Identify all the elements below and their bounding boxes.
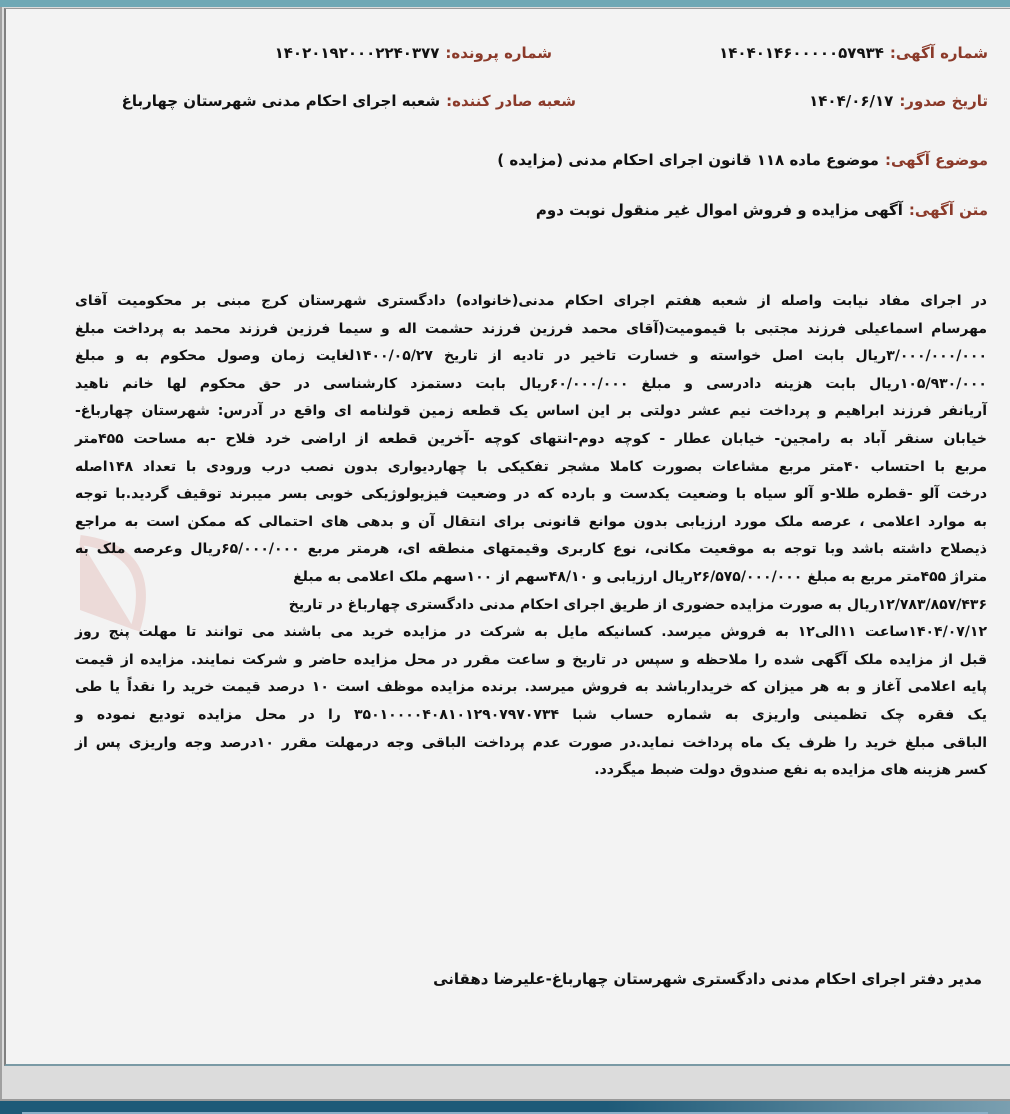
body-line: درخت آلو -قطره طلا-و آلو سیاه با وضعیت یکدست و بارده که در وضعیت فیزیولوژیکی خوبی بسر میبرند توقیف گردید.با توجه [75, 486, 987, 503]
issue-date-value: ۱۴۰۴/۰۶/۱۷ [809, 92, 894, 110]
subject-label: موضوع آگهی: [884, 151, 988, 169]
issue-date-field [809, 92, 988, 110]
notice-body [75, 288, 987, 785]
body-line: ذیصلاح داشته باشد وبا توجه به موقعیت مکانی، نوع کاربری وقیمتهای منطقه ای، هرمتر مربع ۶۵/۰۰۰/۰۰۰ریال وعرصه ملک به [75, 541, 987, 558]
body-line: الباقی مبلغ خرید را ظرف یک ماه پرداخت نماید.در صورت عدم پرداخت الباقی وجه درمهلت مقرر ۱۰درصد وجه واریزی پس از [75, 734, 988, 751]
issuing-branch-label: شعبه صادر کننده: [446, 92, 576, 110]
body-line: در اجرای مفاد نیابت واصله از شعبه هفتم اجرای احکام مدنی(خانواده) دادگستری شهرستان کرج مبنی بر محکومیت آقای [75, 293, 987, 309]
notice-number-label: شماره آگهی: [889, 44, 988, 62]
notice-number-value: ۱۴۰۴۰۱۴۶۰۰۰۰۰۵۷۹۳۴ [719, 44, 884, 62]
body-line: مهرسام اسماعیلی فرزند مجتبی با قیمومیت(آقای محمد فرزین فرزند حشمت اله و سیما فرزین فرزند محمد به پرداخت مبلغ [75, 320, 987, 337]
subject-field [497, 151, 988, 169]
issuing-branch-field [122, 92, 576, 110]
body-line: مربع با احتساب ۴۰متر مربع مشاعات بصورت کاملا مشجر تفکیکی با چهاردیواری بدون نصب درب ورودی با تعداد ۱۴۸اصله [75, 458, 987, 475]
body-line: قبل از مزایده ملک آگهی شده را ملاحظه و سپس در تاریخ و ساعت مقرر در محل مزایده حاضر و شرکت نمایند. مزایده از قیمت [75, 651, 987, 668]
signature: مدیر دفتر اجرای احکام مدنی دادگستری شهرستان چهارباغ-علیرضا دهقانی [433, 970, 982, 988]
case-number-field [275, 44, 552, 62]
body-line: به موارد اعلامی ، عرصه ملک مورد ارزیابی بدون موانع قانونی برای انتقال آن و بدهی های احتمالی که ممکن است به مراجع [75, 513, 987, 530]
body-line: آریانفر فرزند ابراهیم و پرداخت نیم عشر دولتی بر این اساس یک قطعه زمین قولنامه ای واقع در آدرس: شهرستان چهارباغ- [75, 403, 987, 420]
notice-text-title: آگهی مزایده و فروش اموال غیر منقول نوبت دوم [535, 201, 903, 219]
body-line: ۱۲/۷۸۳/۸۵۷/۴۳۶ریال به صورت مزایده حضوری از طریق اجرای احکام مدنی دادگستری چهارباغ در تاریخ [288, 596, 987, 613]
body-line: کسر هزینه های مزایده به نفع صندوق دولت ضبط میگردد. [594, 762, 987, 779]
body-line: ۳/۰۰۰/۰۰۰/۰۰۰ریال بابت اصل خواسته و خسارت تاخیر در تادیه از تاریخ ۱۴۰۰/۰۵/۲۷لغایت زمان وصول محکوم به و مبلغ [75, 348, 988, 365]
body-line: ۱۴۰۴/۰۷/۱۲ساعت ۱۱الی۱۲ به فروش میرسد. کسانیکه مایل به شرکت در مزایده خرید می باشند می توانند تا مهلت پنج روز [75, 624, 987, 641]
body-line: ۱۰۵/۹۳۰/۰۰۰ریال بابت هزینه دادرسی و مبلغ ۶۰/۰۰۰/۰۰۰ریال بابت دستمزد کارشناسی در حق محکوم لها خانم ناهید [75, 375, 987, 392]
window-left-edge [0, 7, 2, 1100]
notice-number-field [719, 44, 988, 62]
subject-value: موضوع ماده ۱۱۸ قانون اجرای احکام مدنی (مزایده ) [497, 151, 879, 169]
body-line: خیابان سنقر آباد به رامجین- خیابان عطار - کوچه دوم-انتهای کوچه -آخرین قطعه از اراضی خرد فلاح -به مساحت ۴۵۵متر [75, 430, 987, 447]
case-number-value: ۱۴۰۲۰۱۹۲۰۰۰۲۲۴۰۳۷۷ [274, 44, 440, 62]
notice-text-title-field [536, 201, 988, 219]
notice-text-label: متن آگهی: [908, 201, 988, 219]
body-line: متراژ ۴۵۵متر مربع به مبلغ ۲۶/۵۷۵/۰۰۰/۰۰۰ریال ارزیابی و ۴۸/۱۰سهم از ۱۰۰سهم ملک اعلامی به مبلغ [293, 568, 987, 585]
body-line: پایه اعلامی آغاز و به هر میزان که خریدارباشد به فروش میرسد. برنده مزایده موظف است ۱۰ درصد قیمت خرید را نقداً یا طی [75, 679, 987, 696]
window-top-bar [0, 0, 1010, 7]
case-number-label: شماره پرونده: [445, 44, 552, 62]
issue-date-label: تاریخ صدور: [899, 92, 988, 110]
body-line: یک فقره چک تظمینی واریزی به شماره حساب شبا ۳۵۰۱۰۰۰۰۴۰۸۱۰۱۲۹۰۷۹۷۰۷۳۴ را در محل مزایده تودیع نموده و [75, 706, 987, 723]
taskbar [0, 1101, 1010, 1114]
issuing-branch-value: شعبه اجرای احکام مدنی شهرستان چهارباغ [121, 92, 441, 110]
